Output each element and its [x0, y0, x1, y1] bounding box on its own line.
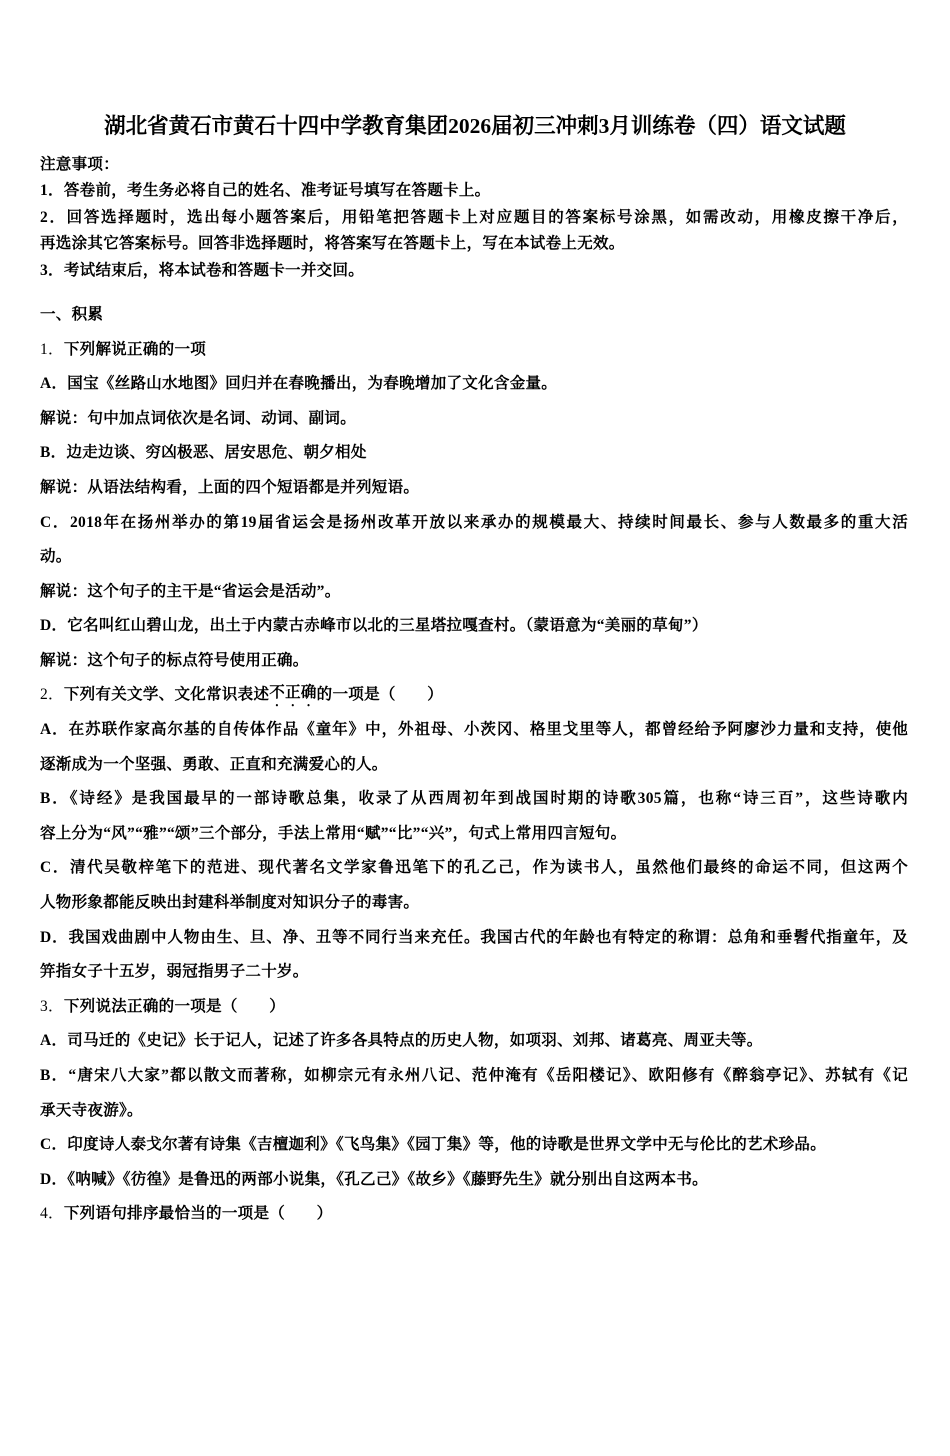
q2-option-a-line-1: A．在苏联作家高尔基的自传体作品《童年》中，外祖母、小茨冈、格里戈里等人，都曾经给予阿廖沙力量和支持，使他 [40, 721, 908, 739]
q3-option-a: A．司马迁的《史记》长于记人，记述了许多各具特点的历史人物，如项羽、刘邦、诸葛亮、周亚夫等。 [40, 1032, 763, 1050]
question-2-stem-pre: 下列有关文学、文化常识表述 [63, 686, 270, 704]
section-heading: 一、积累 [40, 305, 104, 323]
question-4-stem [40, 1197, 908, 1232]
notice-item-3: 3．考试结束后，将本试卷和答题卡一并交回。 [40, 261, 365, 279]
question-2-number: 2． [40, 686, 64, 704]
document-title: 湖北省黄石市黄石十四中学教育集团2026届初三冲刺3月训练卷（四）语文试题 [104, 114, 846, 138]
q1-option-c-line-1: C．2018年在扬州举办的第19届省运会是扬州改革开放以来承办的规模最大、持续时间最长、参与人数最多的重大活 [40, 513, 908, 531]
q1-option-d-note: 解说：这个句子的标点符号使用正确。 [40, 651, 309, 669]
notice-item-2-line-2: 再选涂其它答案标号。回答非选择题时，将答案写在答题卡上，写在本试卷上无效。 [40, 235, 625, 253]
q1-option-b: B．边走边谈、穷凶极恶、居安思危、朝夕相处 [40, 444, 367, 462]
q1-option-c-line-2: 动。 [40, 548, 72, 566]
q1-option-d: D．它名叫红山碧山龙，出土于内蒙古赤峰市以北的三星塔拉嘎查村。（蒙语意为“美丽的草甸”） [40, 617, 708, 635]
q3-option-b-line-1: B．“唐宋八大家”都以散文而著称，如柳宗元有永州八记、范仲淹有《岳阳楼记》、欧阳修有《醉翁亭记》、苏轼有《记 [40, 1067, 908, 1085]
q2-option-c-line-2: 人物形象都能反映出封建科举制度对知识分子的毒害。 [40, 894, 420, 912]
notice-item-1: 1．答卷前，考生务必将自己的姓名、准考证号填写在答题卡上。 [40, 182, 491, 200]
notice-section [40, 152, 908, 284]
questions-section [40, 298, 908, 1232]
q1-option-a: A．国宝《丝路山水地图》回归并在春晚播出，为春晚增加了文化含金量。 [40, 375, 558, 393]
q2-option-b-line-1: B．《诗经》是我国最早的一部诗歌总集，收录了从西周初年到战国时期的诗歌305篇，也称“诗三百”，这些诗歌内 [40, 790, 908, 808]
q2-option-b-line-2: 容上分为“风”“雅”“颂”三个部分，手法上常用“赋”“比”“兴”，句式上常用四言短句。 [40, 824, 627, 842]
q1-option-b-note: 解说：从语法结构看，上面的四个短语都是并列短语。 [40, 478, 420, 496]
question-4-number: 4． [40, 1205, 64, 1223]
question-1-number: 1． [40, 340, 64, 358]
question-2-stem [40, 678, 908, 713]
q1-option-c-note: 解说：这个句子的主干是“省运会是活动”。 [40, 582, 341, 600]
q2-option-d-line-1: D．我国戏曲剧中人物由生、旦、净、丑等不同行当来充任。我国古代的年龄也有特定的称谓：总角和垂髫代指童年，及 [40, 928, 908, 946]
q3-option-b-line-2: 承天寺夜游》。 [40, 1101, 143, 1119]
q1-option-a-note: 解说：句中加点词依次是名词、动词、副词。 [40, 409, 357, 427]
question-3-number: 3． [40, 997, 64, 1015]
question-3-stem-text: 下列说法正确的一项是（ ） [63, 997, 286, 1015]
q2-option-a-line-2: 逐渐成为一个坚强、勇敢、正直和充满爱心的人。 [40, 755, 388, 773]
question-1-stem [40, 333, 908, 368]
q3-option-c: C．印度诗人泰戈尔著有诗集《吉檀迦利》《飞鸟集》《园丁集》等，他的诗歌是世界文学中无与伦比的艺术珍品。 [40, 1136, 826, 1154]
q2-option-d-line-2: 笄指女子十五岁，弱冠指男子二十岁。 [40, 963, 309, 981]
question-2-stem-post: 的一项是（ ） [316, 686, 444, 704]
question-1-stem-text: 下列解说正确的一项 [63, 340, 207, 358]
question-4-stem-text: 下列语句排序最恰当的一项是（ ） [63, 1205, 333, 1223]
q2-option-c-line-1: C．清代吴敬梓笔下的范进、现代著名文学家鲁迅笔下的孔乙己，作为读书人，虽然他们最终的命运不同，但这两个 [40, 859, 908, 877]
exam-page [0, 112, 950, 1456]
question-2-stem-emphasis: 不正确 [269, 684, 317, 702]
q3-option-d: D．《呐喊》《彷徨》是鲁迅的两部小说集，《孔乙己》《故乡》《藤野先生》就分别出自这两本书。 [40, 1170, 708, 1188]
notice-heading: 注意事项： [40, 156, 120, 173]
notice-item-2-line-1: 2．回答选择题时，选出每小题答案后，用铅笔把答题卡上对应题目的答案标号涂黑，如需改动，用橡皮擦干净后， [40, 208, 908, 226]
question-3-stem [40, 990, 908, 1025]
